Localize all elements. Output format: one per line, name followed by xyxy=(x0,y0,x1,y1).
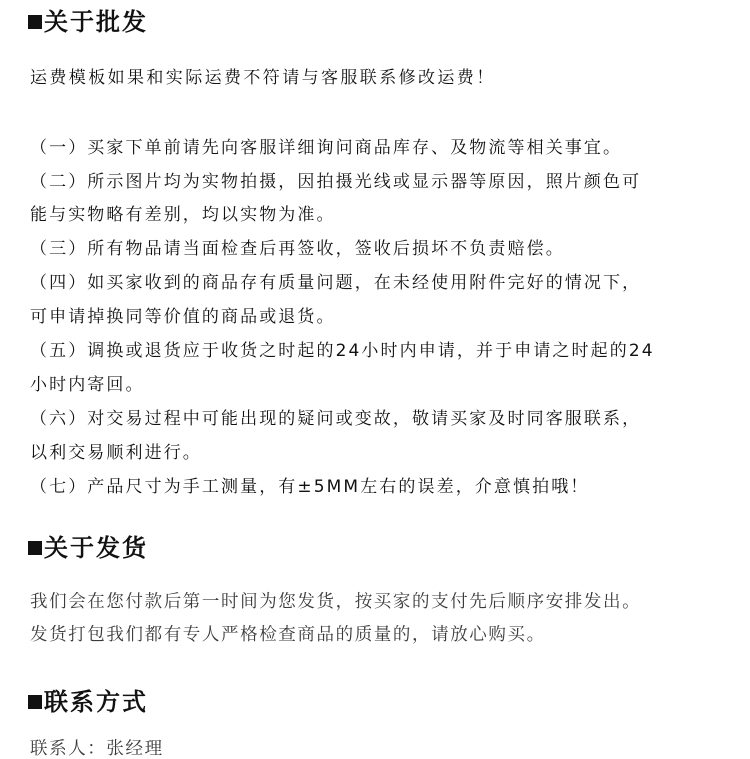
rule-line: 以利交易顺利进行。 xyxy=(30,443,202,463)
section-title-shipping: 关于发货 xyxy=(28,536,148,560)
rule-line: （七）产品尺寸为手工测量，有±5MM左右的误差，介意慎拍哦！ xyxy=(30,477,590,497)
square-bullet-icon xyxy=(28,15,42,29)
rule-line: （六）对交易过程中可能出现的疑问或变故，敬请买家及时同客服联系， xyxy=(30,409,642,429)
rule-line: （五）调换或退货应于收货之时起的24小时内申请，并于申请之时起的24 xyxy=(30,341,655,361)
rule-line: （一）买家下单前请先向客服详细询问商品库存、及物流等相关事宜。 xyxy=(30,138,623,158)
contact-person: 联系人：张经理 xyxy=(30,739,164,759)
shipping-line: 我们会在您付款后第一时间为您发货，按买家的支付先后顺序安排发出。 xyxy=(30,592,642,612)
shipping-line: 发货打包我们都有专人严格检查商品的质量的，请放心购买。 xyxy=(30,625,546,645)
section-title-wholesale: 关于批发 xyxy=(28,10,148,34)
shipping-fee-note: 运费模板如果和实际运费不符请与客服联系修改运费！ xyxy=(30,68,496,88)
section-title-contact: 联系方式 xyxy=(28,690,148,714)
rule-line: 小时内寄回。 xyxy=(30,375,145,395)
rule-line: （四）如买家收到的商品存有质量问题，在未经使用附件完好的情况下， xyxy=(30,273,642,293)
square-bullet-icon xyxy=(28,695,42,709)
rule-line: 可申请掉换同等价值的商品或退货。 xyxy=(30,307,336,327)
rule-line: （二）所示图片均为实物拍摄，因拍摄光线或显示器等原因，照片颜色可 xyxy=(30,172,642,192)
rule-line: 能与实物略有差别，均以实物为准。 xyxy=(30,205,336,225)
rule-line: （三）所有物品请当面检查后再签收，签收后损坏不负责赔偿。 xyxy=(30,239,565,259)
square-bullet-icon xyxy=(28,541,42,555)
